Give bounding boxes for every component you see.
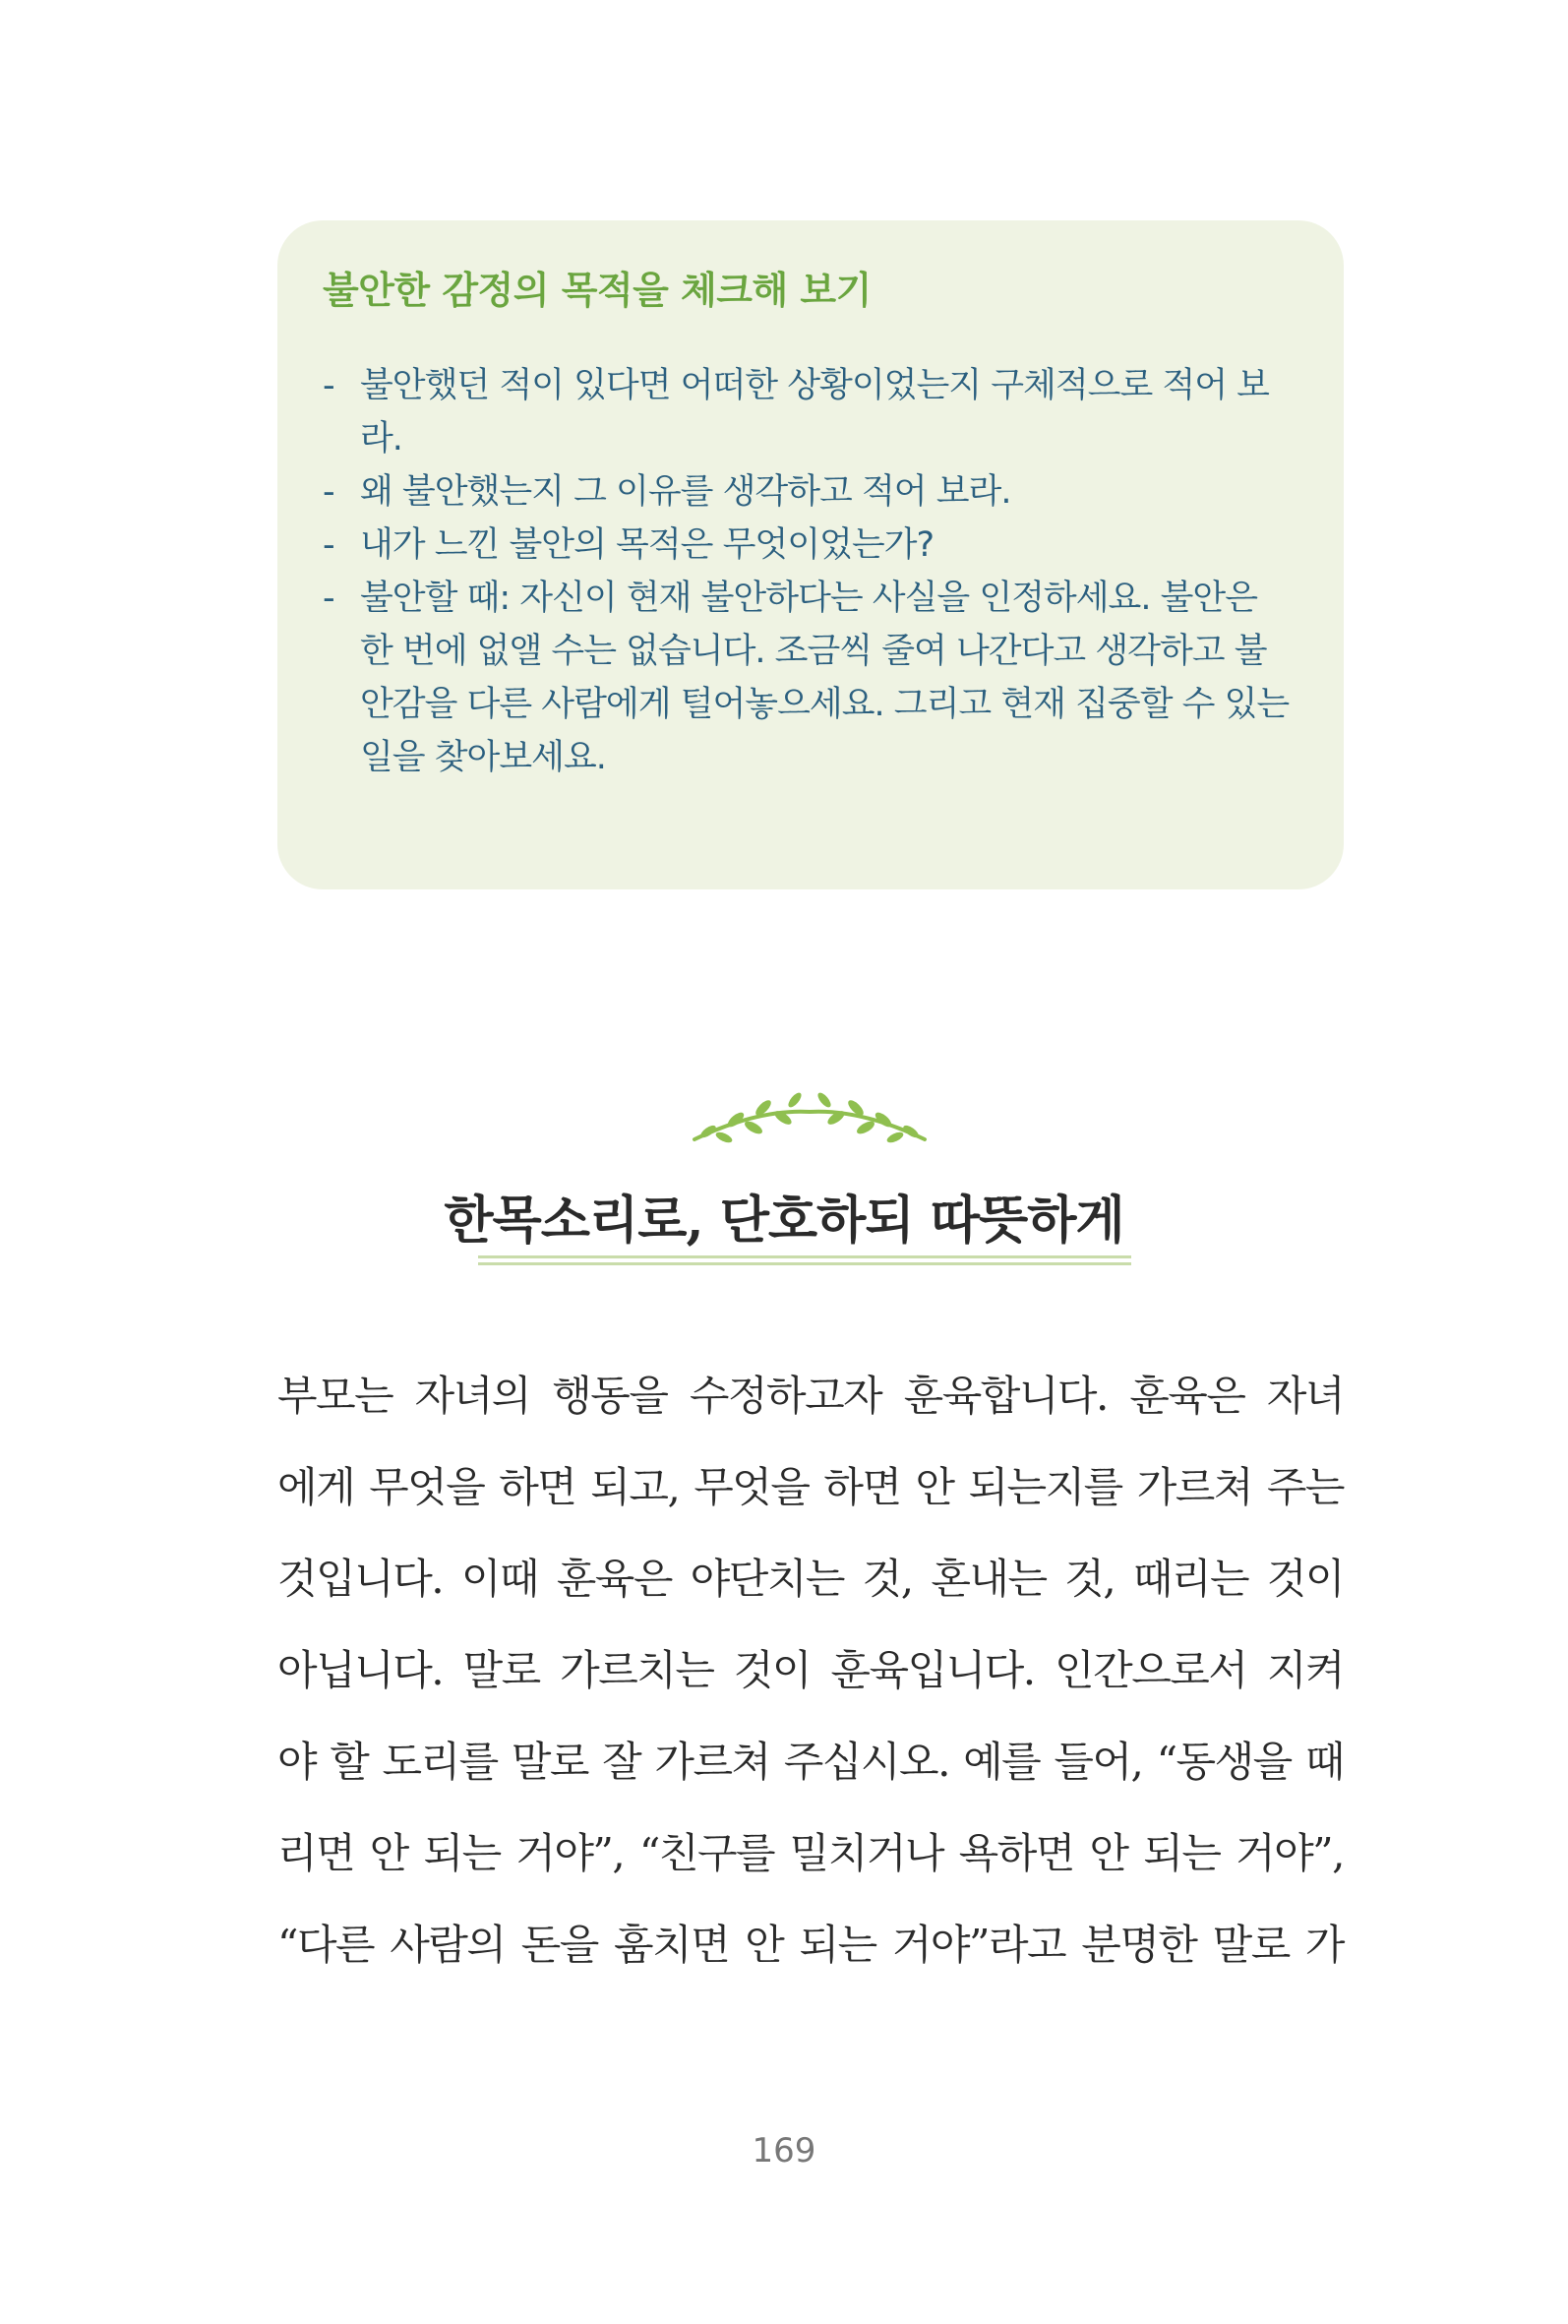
checklist-item xyxy=(323,465,1298,519)
body-line: “다른 사람의 돈을 훔치면 안 되는 거야”라고 분명한 말로 가 xyxy=(277,1921,1344,1969)
leaf-vine-ornament-icon xyxy=(687,1090,933,1159)
dash-bullet: - xyxy=(323,525,334,565)
body-line: 부모는 자녀의 행동을 수정하고자 훈육합니다. 훈육은 자녀 xyxy=(277,1372,1344,1420)
section-title: 한목소리로, 단호하되 따뜻하게 xyxy=(444,1191,1124,1251)
checklist-box xyxy=(277,220,1344,889)
dash-bullet: - xyxy=(323,366,334,405)
checklist-item-text: 왜 불안했는지 그 이유를 생각하고 적어 보라. xyxy=(360,472,1011,512)
dash-bullet: - xyxy=(323,579,334,618)
body-line: 리면 안 되는 거야”, “친구를 밀치거나 욕하면 안 되는 거야”, xyxy=(277,1829,1344,1877)
checklist-item-text: 불안할 때: 자신이 현재 불안하다는 사실을 인정하세요. 불안은 한 번에 없앨 수는 없습니다. 조금씩 줄여 나간다고 생각하고 불안감을 다른 사람에게 털어놓으세요. 그리고 현재 집중할 수 있는 일을 찾아보세요. xyxy=(360,579,1290,777)
body-line: 야 할 도리를 말로 잘 가르쳐 주십시오. 예를 들어, “동생을 때 xyxy=(277,1738,1344,1786)
title-underline xyxy=(478,1255,1131,1265)
checklist-item-text: 불안했던 적이 있다면 어떠한 상황이었는지 구체적으로 적어 보라. xyxy=(360,366,1269,459)
checklist-item xyxy=(323,572,1298,784)
dash-bullet: - xyxy=(323,472,334,512)
body-paragraph xyxy=(277,1350,1344,1990)
body-line: 에게 무엇을 하면 되고, 무엇을 하면 안 되는지를 가르쳐 주는 xyxy=(277,1463,1344,1511)
body-line: 것입니다. 이때 훈육은 야단치는 것, 혼내는 것, 때리는 것이 xyxy=(277,1555,1344,1603)
body-line: 아닙니다. 말로 가르치는 것이 훈육입니다. 인간으로서 지켜 xyxy=(277,1646,1344,1694)
checklist-item-text: 내가 느낀 불안의 목적은 무엇이었는가? xyxy=(360,525,935,565)
checklist-title: 불안한 감정의 목적을 체크해 보기 xyxy=(323,269,872,312)
page-number: 169 xyxy=(752,2131,816,2171)
checklist-item xyxy=(323,359,1298,465)
checklist-list xyxy=(323,359,1298,784)
underline-bottom xyxy=(478,1262,1131,1265)
checklist-item xyxy=(323,519,1298,572)
underline-top xyxy=(478,1255,1131,1258)
